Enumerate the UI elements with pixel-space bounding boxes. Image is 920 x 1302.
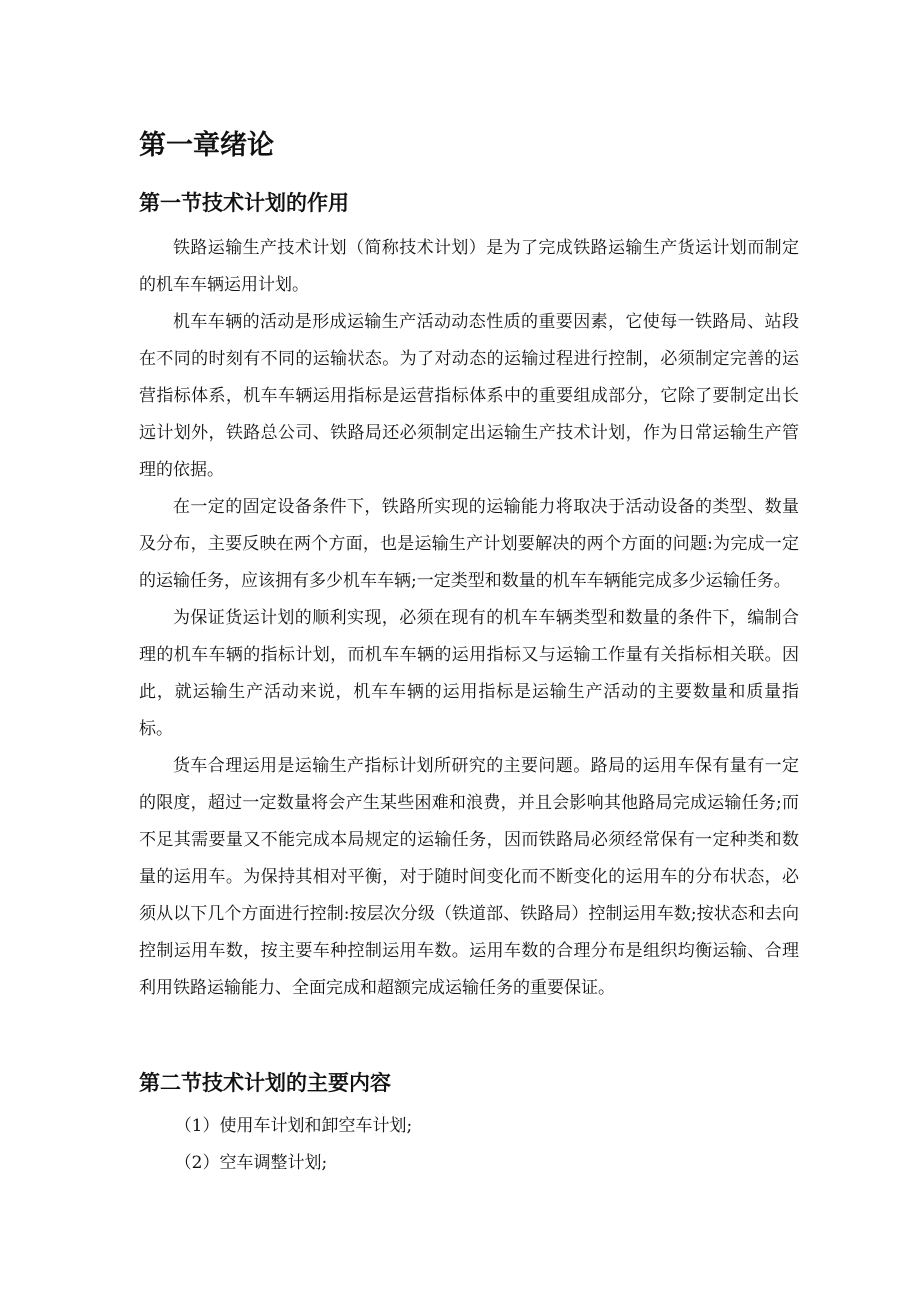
list-item: （1）使用车计划和卸空车计划; [174,1116,413,1136]
section-title-1: 第一节技术计划的作用 [139,191,349,215]
paragraph: 货车合理运用是运输生产指标计划所研究的主要问题。路局的运用车保有量有一定的限度，超过一定数量将会产生某些困难和浪费，并且会影响其他路局完成运输任务;而不足其需要量又不能完成本局规定的运输任务，因而铁路局必须经常保有一定种类和数量的运用车。为保持其相对平衡，对于随时间变化而不断变化的运用车的分布状态，必须从以下几个方面进行控制:按层次分级（铁道部、铁路局）控制运用车数;按状态和去向控制运用车数，按主要车种控制运用车数。运用车数的合理分布是组织均衡运输、合理利用铁路运输能力、全面完成和超额完成运输任务的重要保证。 [139,756,799,998]
paragraph: 机车车辆的活动是形成运输生产活动动态性质的重要因素，它使每一铁路局、站段在不同的时刻有不同的运输状态。为了对动态的运输过程进行控制，必须制定完善的运营指标体系，机车车辆运用指标是运营指标体系中的重要组成部分，它除了要制定出长远计划外，铁路总公司、铁路局还必须制定出运输生产技术计划，作为日常运输生产管理的依据。 [139,312,799,480]
section-2-body [139,1108,799,1182]
list-item: （2）空车调整计划; [174,1153,328,1173]
section-1-body [139,230,799,1007]
chapter-title: 第一章绪论 [139,130,274,161]
paragraph: 为保证货运计划的顺利实现，必须在现有的机车车辆类型和数量的条件下，编制合理的机车车辆的指标计划，而机车车辆的运用指标又与运输工作量有关指标相关联。因此，就运输生产活动来说，机车车辆的运用指标是运输生产活动的主要数量和质量指标。 [139,608,799,739]
section-title-2: 第二节技术计划的主要内容 [139,1071,391,1095]
paragraph: 在一定的固定设备条件下，铁路所实现的运输能力将取决于活动设备的类型、数量及分布，主要反映在两个方面，也是运输生产计划要解决的两个方面的问题:为完成一定的运输任务，应该拥有多少机车车辆;一定类型和数量的机车车辆能完成多少运输任务。 [139,497,799,591]
paragraph: 铁路运输生产技术计划（简称技术计划）是为了完成铁路运输生产货运计划而制定的机车车辆运用计划。 [139,238,799,295]
